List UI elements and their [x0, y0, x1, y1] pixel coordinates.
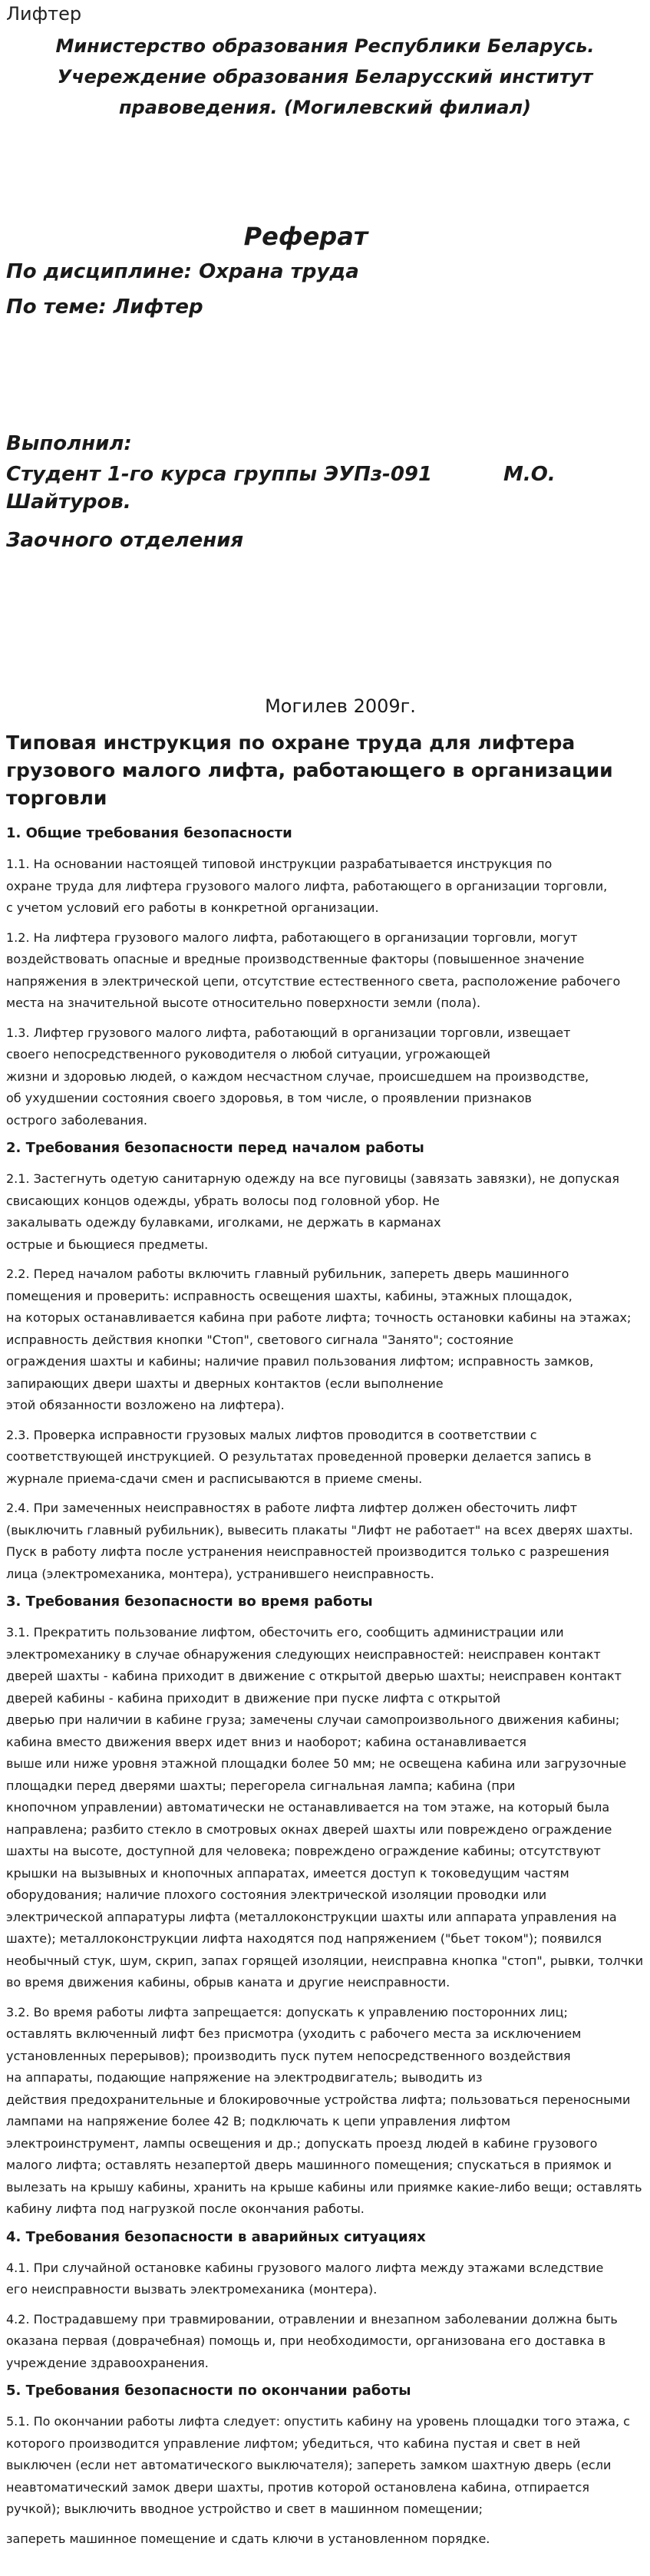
referat-heading: Реферат [243, 222, 368, 251]
section-heading: 3. Требования безопасности во время работы [6, 1593, 373, 1610]
section-heading: 4. Требования безопасности в аварийных ситуациях [6, 2228, 426, 2245]
paragraph-1-2: 1.2. На лифтера грузового малого лифта, работающего в организации торговли, могут воздействовать опасные и вредные производственные факторы (повышенное значение напряжения в электрической цепи, отсутствие естественного света, расположение рабочего места на значительной высоте относительно поверхности земли (пола). [6, 930, 621, 1010]
section-heading: 2. Требования безопасности перед началом работы [6, 1140, 424, 1156]
discipline-line: По дисциплине: Охрана труда [6, 260, 359, 283]
paragraph-5-1: 5.1. По окончании работы лифта следует: опустить кабину на уровень площадки того этажа, с которого производится управление лифтом; убедиться, что кабина пустая и свет в ней выключен (если нет автоматического выключателя); запереть замком шахтную дверь (если неавтоматический замок двери шахты, против которой остановлена кабина, отпирается ручкой); выключить вводное устройство и свет в машинном помещении; [6, 2414, 630, 2516]
paragraph-5-2: запереть машинное помещение и сдать ключи в установленном порядке. [6, 2531, 490, 2546]
paragraph-1-3: 1.3. Лифтер грузового малого лифта, работающий в организации торговли, извещает своего непосредственного руководителя о любой ситуации, угрожающей жизни и здоровью людей, о каждом несчастном случае, происшедшем на производстве, об ухудшении состояния своего здоровья, в том числе, о проявлении признаков острого заболевания. [6, 1025, 589, 1128]
ministry-line: Министерство образования Республики Беларусь. [55, 35, 595, 57]
paragraph-3-2: 3.2. Во время работы лифта запрещается: допускать к управлению посторонних лиц; оставлять включенный лифт без присмотра (уходить с рабочего места за исключением установленных перерывов); производить пуск путем непосредственного воздействия на аппараты, подающие напряжение на электродвигатель; выводить из действия предохранительные и блокировочные устройства лифта; пользоваться переносными лампами на напряжение более 42 В; подключать к цепи управления лифтом электроинструмент, лампы освещения и др.; допускать проезд людей в кабине грузового малого лифта; оставлять незапертой дверь машинного помещения; спускаться в приямок и вылезать на крышу кабины, хранить на крыше кабины или приямке какие-либо вещи; оставлять кабину лифта под нагрузкой после окончания работы. [6, 2004, 642, 2216]
section-heading: 5. Требования безопасности по окончании работы [6, 2383, 411, 2399]
theme-line: По теме: Лифтер [6, 296, 203, 319]
paragraph-2-3: 2.3. Проверка исправности грузовых малых лифтов проводится в соответствии с соответствующей инструкцией. О результатах проведенной проверки делается запись в журнале приема-сдачи смен и расписываются в приеме смены. [6, 1427, 592, 1486]
department-line: Заочного отделения [6, 529, 244, 552]
student-surname: Шайтуров. [6, 490, 131, 514]
paragraph-4-2: 4.2. Пострадавшему при травмировании, отравлении и внезапном заболевании должна быть оказана первая (доврачебная) помощь и, при необходимости, организована его доставка в учреждение здравоохранения. [6, 2311, 618, 2370]
paragraph-3-1: 3.1. Прекратить пользование лифтом, обесточить его, сообщить администрации или электромеханику в случае обнаружения следующих неисправностей: неисправен контакт дверей шахты - кабина приходит в движение с открытой дверью шахты; неисправен контакт дверей кабины - кабина приходит в движение при пуске лифта с открытой дверью при наличии в кабине груза; замечены случаи самопроизвольного движения кабины; кабина вместо движения вверх идет вниз и наоборот; кабина останавливается выше или ниже уровня этажной площадки более 50 мм; не освещена кабина или загрузочные площадки перед дверями шахты; перегорела сигнальная лампа; кабина (при кнопочном управлении) автоматически не останавливается на том этаже, на который была направлена; разбито стекло в смотровых окнах дверей шахты или повреждено ограждение шахты на высоте, доступной для человека; повреждено ограждение кабины; отсутствуют крышки на вызывных и кнопочных аппаратах, имеется доступ к токоведущим частям оборудования; наличие плохого состояния электрической изоляции проводки или электрической аппаратуры лифта (металлоконструкции шахты или аппарата управления на шахте); металлоконструкции лифта находятся под напряжением ("бьет током"); появился необычный стук, шум, скрип, запах горящей изоляции, неисправна кнопка "стоп", рывки, толчки во время движения кабины, обрыв каната и другие неисправности. [6, 1625, 644, 1990]
student-group: Студент 1-го курса группы ЭУПз-091 [6, 463, 433, 486]
student-initials: М.О. [503, 463, 556, 486]
section-4 [6, 2228, 644, 2375]
instruction-title: Типовая инструкция по охране труда для лифтера грузового малого лифта, работающего в организации торговли [6, 732, 613, 809]
section-1 [6, 824, 644, 1131]
document-title: Лифтер [6, 3, 82, 25]
city-year: Могилев 2009г. [265, 695, 416, 717]
institution-line: Учереждение образования Беларусский институт правоведения. (Могилевский филиал) [57, 66, 593, 118]
paragraph-2-4: 2.4. При замеченных неисправностях в работе лифта лифтер должен обесточить лифт (выключить главный рубильник), вывесить плакаты "Лифт не работает" на всех дверях шахты. Пуск в работу лифта после устранения неисправностей производится только с разрешения лица (электромеханика, монтера), устранившего неисправность. [6, 1501, 633, 1581]
section-2 [6, 1139, 644, 1585]
paragraph-2-2: 2.2. Перед началом работы включить главный рубильник, запереть дверь машинного помещения и проверить: исправность освещения шахты, кабины, этажных площадок, на которых останавливается кабина при работе лифта; точность остановки кабины на этажах; исправность действия кнопки "Стоп", светового сигнала "Занято"; состояние ограждения шахты и кабины; наличие правил пользования лифтом; исправность замков, запирающих двери шахты и дверных контактов (если выполнение этой обязанности возложено на лифтера). [6, 1267, 632, 1412]
paragraph-1-1: 1.1. На основании настоящей типовой инструкции разрабатывается инструкция по охране труда для лифтера грузового малого лифта, работающего в организации торговли, с учетом условий его работы в конкретной организации. [6, 857, 608, 915]
section-heading: 1. Общие требования безопасности [6, 825, 292, 841]
section-3 [6, 1593, 644, 2221]
section-5 [6, 2382, 644, 2550]
paragraph-2-1: 2.1. Застегнуть одетую санитарную одежду на все пуговицы (завязать завязки), не допуская свисающих концов одежды, убрать волосы под головной убор. Не закалывать одежду булавками, иголками, не держать в карманах острые и бьющиеся предметы. [6, 1171, 620, 1252]
performed-label: Выполнил: [6, 432, 132, 455]
student-line [6, 461, 644, 488]
paragraph-4-1: 4.1. При случайной остановке кабины грузового малого лифта между этажами вследствие его неисправности вызвать электромеханика (монтера). [6, 2260, 604, 2297]
